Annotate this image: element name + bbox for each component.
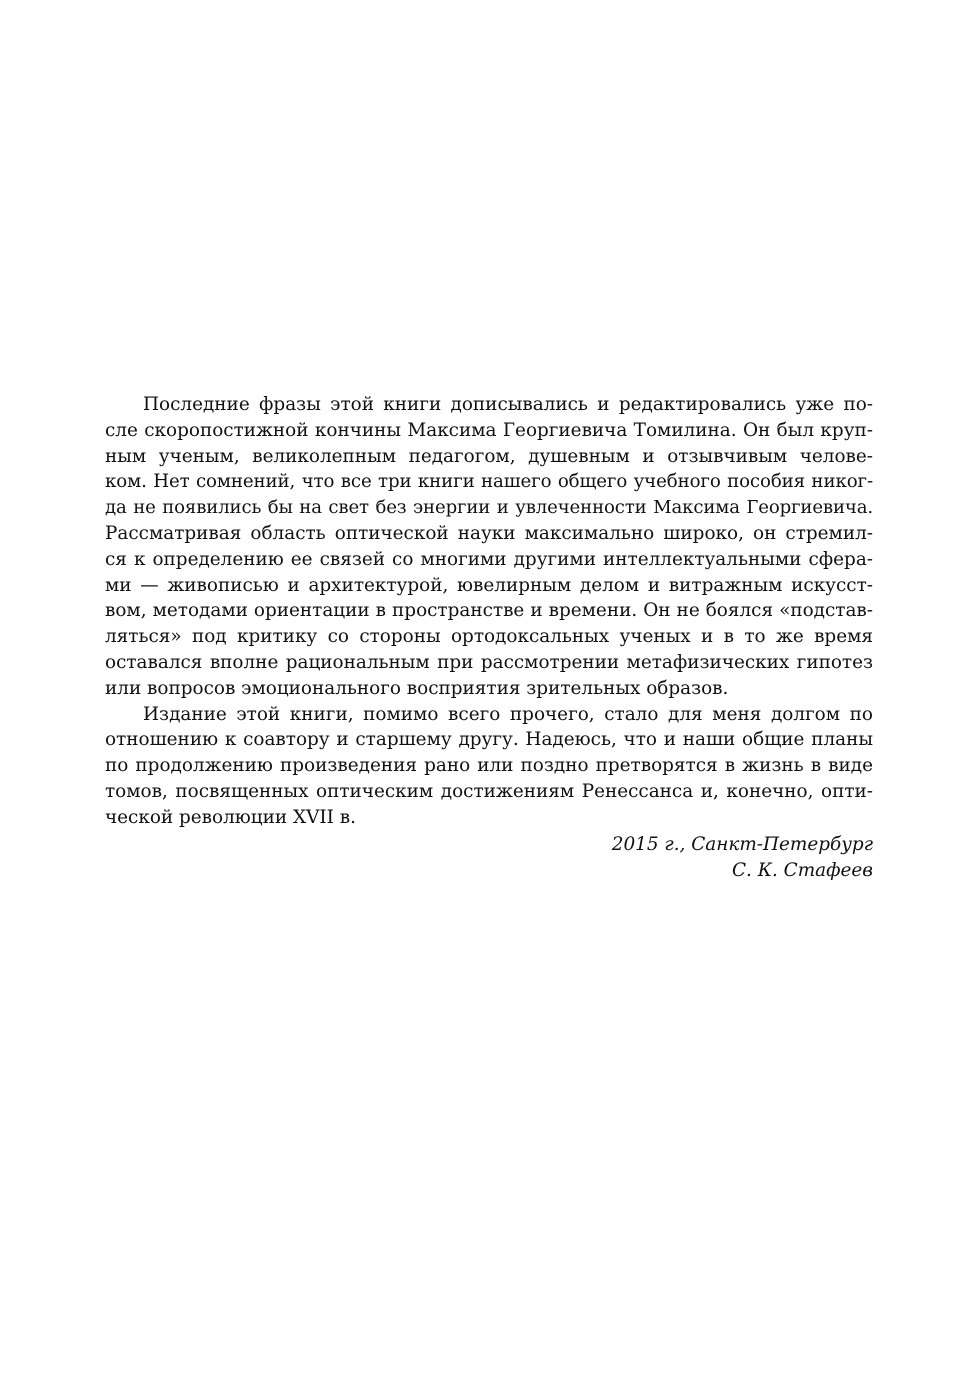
paragraph-1-line-1: Последние фразы этой книги дописывались и редактировались уже по- [143,394,873,415]
paragraph-1-line-12: или вопросов эмоционального восприятия зрительных образов. [105,677,729,699]
signature-date-place: 2015 г., Санкт-Петербург [611,834,873,855]
paragraph-1-line-6: Рассматривая область оптической науки максимально широко, он стремил- [105,522,873,544]
paragraph-1-line-3: ным ученым, великолепным педагогом, душевным и отзывчивым челове- [105,445,873,467]
paragraph-2-line-4: томов, посвященных оптическим достижениям Ренессанса и, конечно, опти- [105,780,873,802]
paragraph-1-line-10: ляться» под критику со стороны ортодоксальных ученых и в то же время [105,626,873,648]
paragraph-2-line-2: отношению к соавтору и старшему другу. Надеюсь, что и наши общие планы [105,729,873,751]
signature-author: С. К. Стафеев [731,859,873,881]
paragraph-1-line-11: оставался вполне рациональным при рассмотрении метафизических гипотез [105,651,873,673]
paragraph-2-line-3: по продолжению произведения рано или поздно претворятся в жизнь в виде [105,755,873,777]
paragraph-1-line-4: ком. Нет сомнений, что все три книги нашего общего учебного пособия никог- [105,471,873,493]
paragraph-2-line-1: Издание этой книги, помимо всего прочего, стало для меня долгом по [143,703,873,725]
paragraph-1-line-2: сле скоропостижной кончины Максима Георгиевича Томилина. Он был круп- [105,419,873,441]
paragraph-2-line-5: ческой революции XVII в. [105,806,356,828]
preface-text [105,392,873,831]
paragraph-1-line-8: ми — живописью и архитектурой, ювелирным делом и витражным искусст- [105,574,873,596]
paragraph-1-line-9: вом, методами ориентации в пространстве и времени. Он не боялся «подстав- [105,600,873,622]
paragraph-1-line-7: ся к определению ее связей со многими другими интеллектуальными сфера- [105,548,873,570]
signature-block [612,832,873,884]
paragraph-1-line-5: да не появились бы на свет без энергии и увлеченности Максима Георгиевича. [105,497,873,519]
